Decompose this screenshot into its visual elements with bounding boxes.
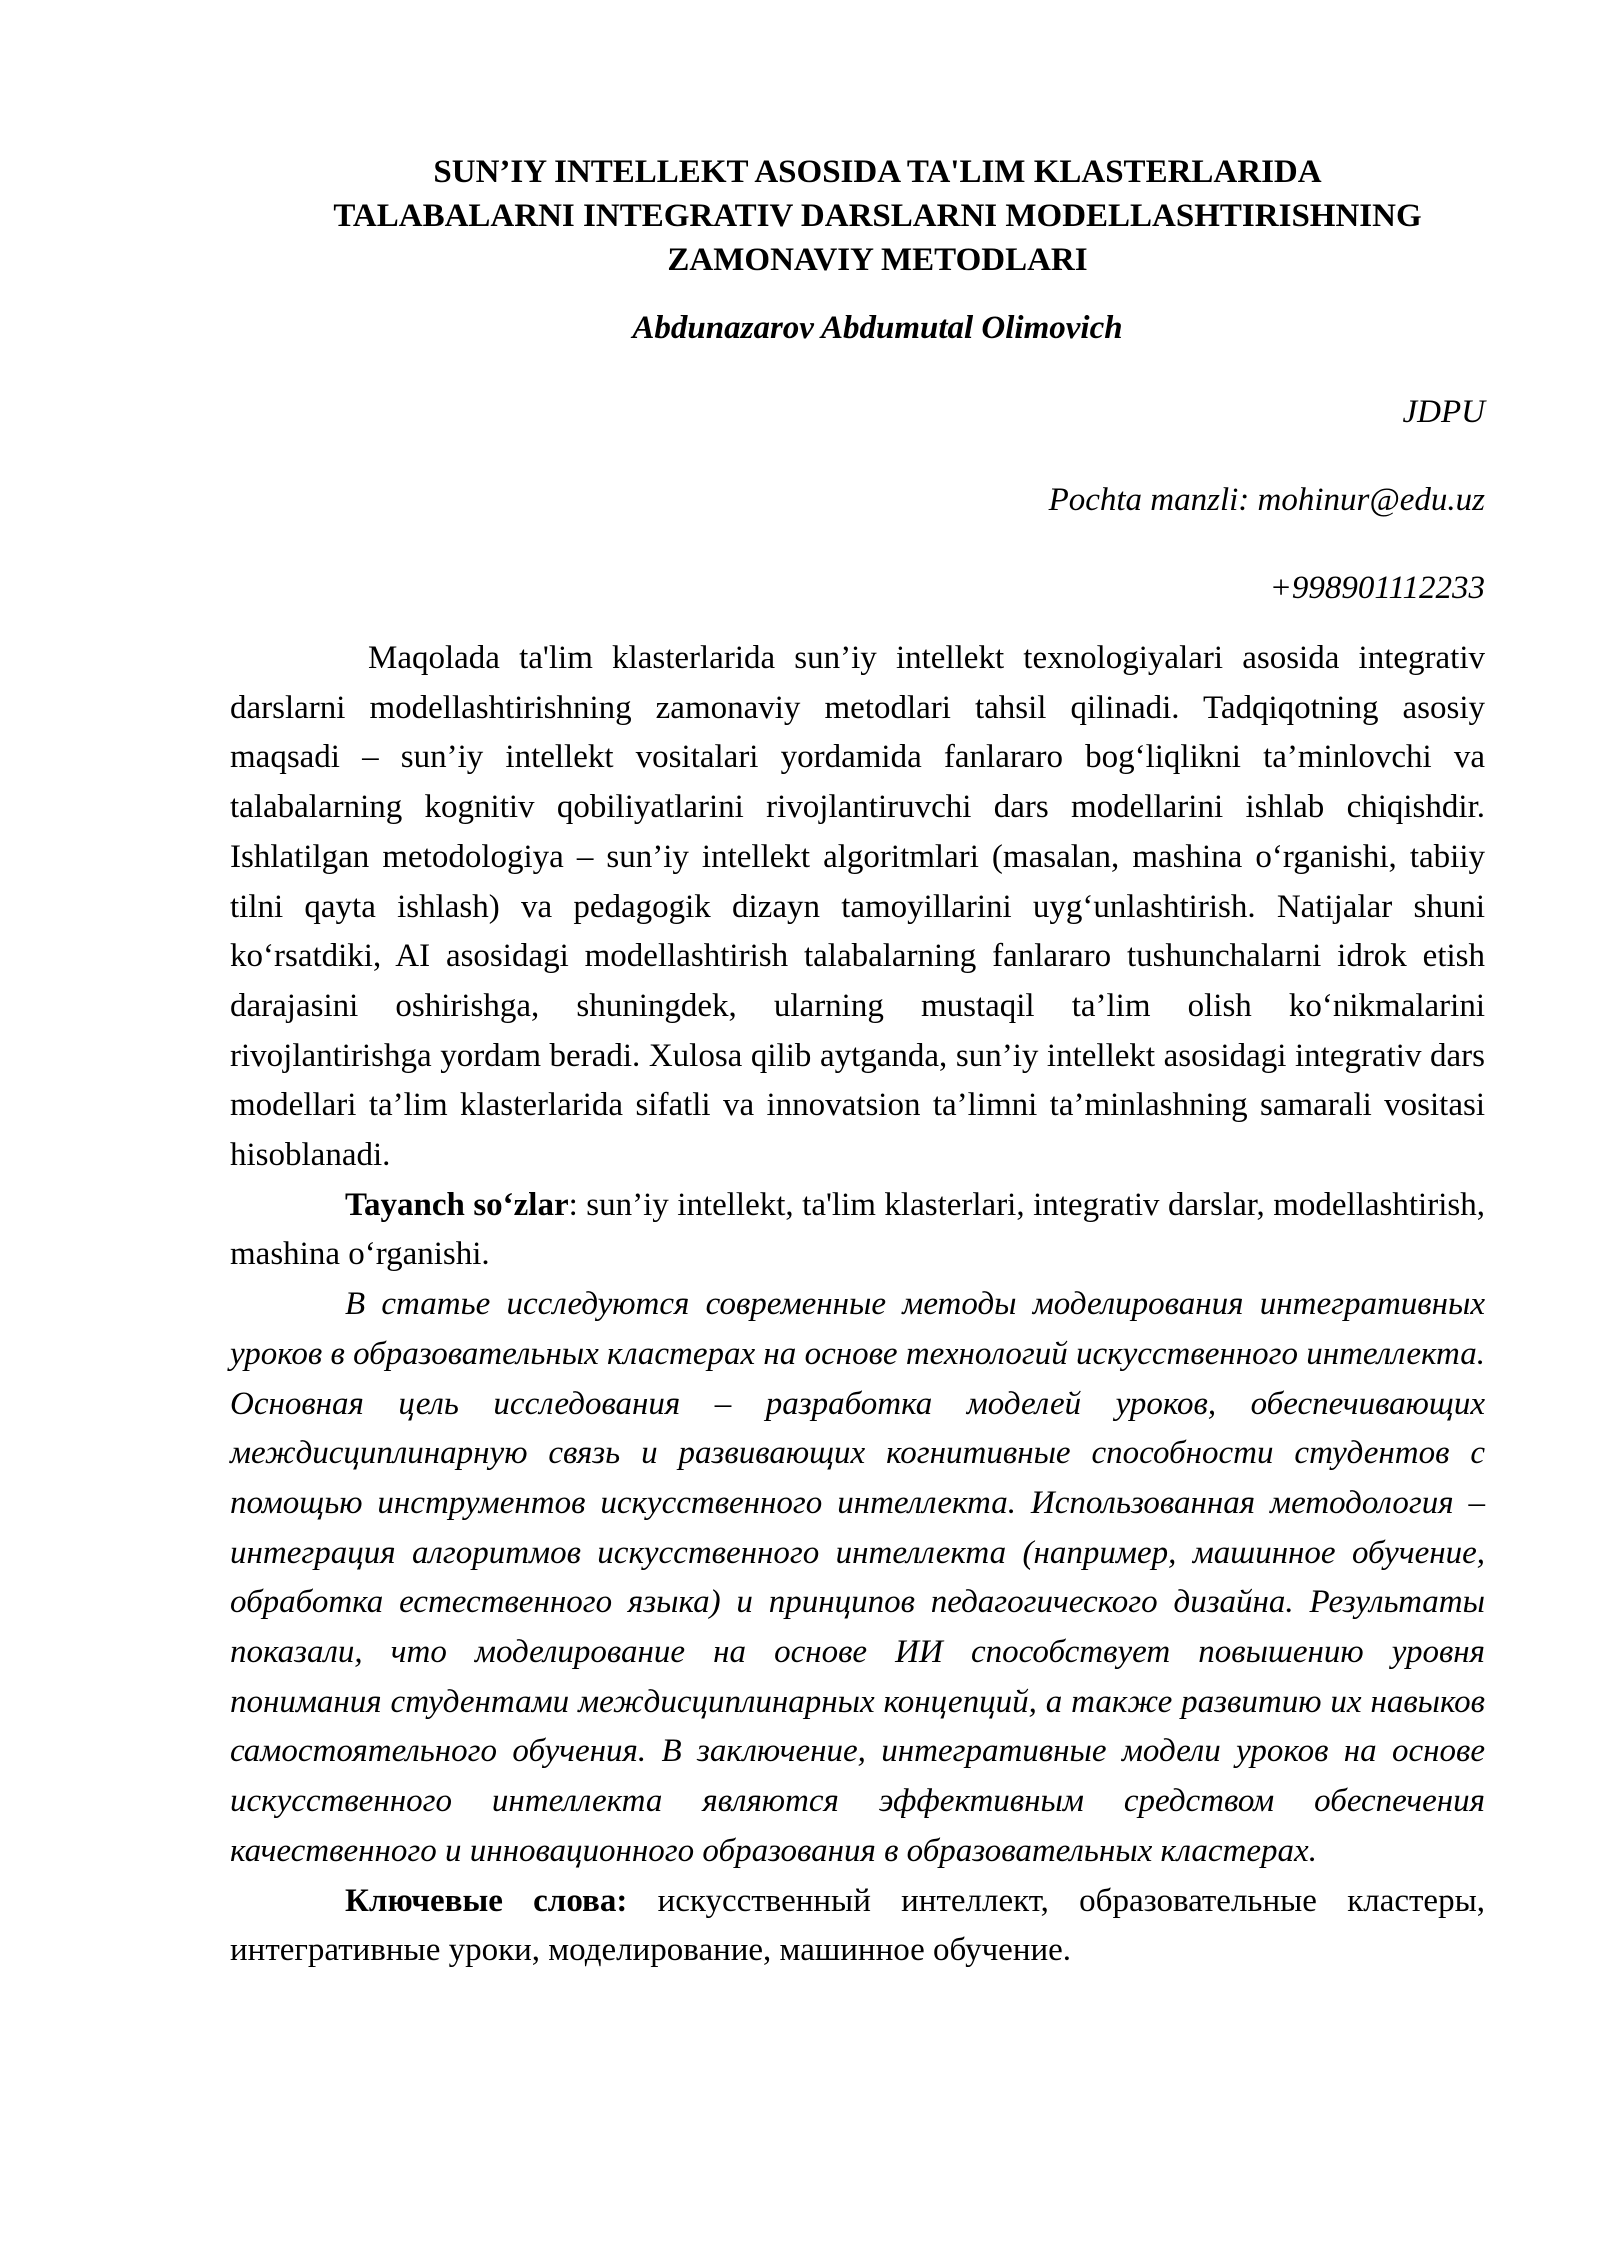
keywords-uzbek-separator: : <box>568 1186 578 1223</box>
author-name: Abdunazarov Abdumutal Olimovich <box>632 310 1123 346</box>
article-title <box>230 150 1485 282</box>
title-line-2: TALABALARNI INTEGRATIV DARSLARNI MODELLASHTIRISHNING <box>333 198 1422 234</box>
phone-number: +998901112233 <box>1269 570 1485 606</box>
email-line: Pochta manzli: mohinur@edu.uz <box>1048 482 1485 518</box>
title-line-3: ZAMONAVIY METODLARI <box>667 242 1088 278</box>
abstract-uzbek: Maqolada ta'lim klasterlarida sun’iy intellekt texnologiyalari asosida integrativ darslarni modellashtirishning zamonaviy metodlari tahsil qilinadi. Tadqiqotning asosiy maqsadi – sun’iy intellekt vositalari yordamida fanlararo bog‘liqlikni ta’minlovchi va talabalarning kognitiv qobiliyatlarini rivojlantiruvchi dars modellarini ishlab chiqishdir. Ishlatilgan metodologiya – sun’iy intellekt algoritmlari (masalan, mashina o‘rganishi, tabiiy tilni qayta ishlash) va pedagogik dizayn tamoyillarini uyg‘unlashtirish. Natijalar shuni ko‘rsatdiki, AI asosidagi modellashtirish talabalarning fanlararo tushunchalarni idrok etish darajasini oshirishga, shuningdek, ularning mustaqil ta’lim olish ko‘nikmalarini rivojlantirishga yordam beradi. Xulosa qilib aytganda, sun’iy intellekt asosidagi integrativ dars modellari ta’lim klasterlarida sifatli va innovatsion ta’limni ta’minlashning samarali vositasi hisoblanadi. <box>230 640 1485 1174</box>
keywords-russian-text: искусственный интеллект, образовательные кластеры, интегративные уроки, моделирование, машинное обучение. <box>230 1882 1486 1969</box>
title-line-1: SUN’IY INTELLEKT ASOSIDA TA'LIM KLASTERLARIDA <box>433 154 1322 190</box>
affiliation: JDPU <box>1402 394 1485 430</box>
keywords-uzbek <box>230 1181 1485 1280</box>
article-body <box>230 150 1485 1976</box>
keywords-uzbek-text: sun’iy intellekt, ta'lim klasterlari, integrativ darslar, modellashtirish, mashina o‘rganishi. <box>230 1186 1485 1273</box>
keywords-russian <box>230 1877 1485 1976</box>
keywords-russian-label: Ключевые слова: <box>345 1882 628 1919</box>
keywords-uzbek-label: Tayanch so‘zlar <box>345 1186 569 1223</box>
abstract-russian: В статье исследуются современные методы моделирования интегративных уроков в образовательных кластерах на основе технологий искусственного интеллекта. Основная цель исследования – разработка моделей уроков, обеспечивающих междисциплинарную связь и развивающих когнитивные способности студентов с помощью инструментов искусственного интеллекта. Использованная методология – интеграция алгоритмов искусственного интеллекта (например, машинное обучение, обработка естественного языка) и принципов педагогического дизайна. Результаты показали, что моделирование на основе ИИ способствует повышению уровня понимания студентами междисциплинарных концепций, а также развитию их навыков самостоятельного обучения. В заключение, интегративные модели уроков на основе искусственного интеллекта являются эффективным средством обеспечения качественного и инновационного образования в образовательных кластерах. <box>230 1286 1485 1869</box>
